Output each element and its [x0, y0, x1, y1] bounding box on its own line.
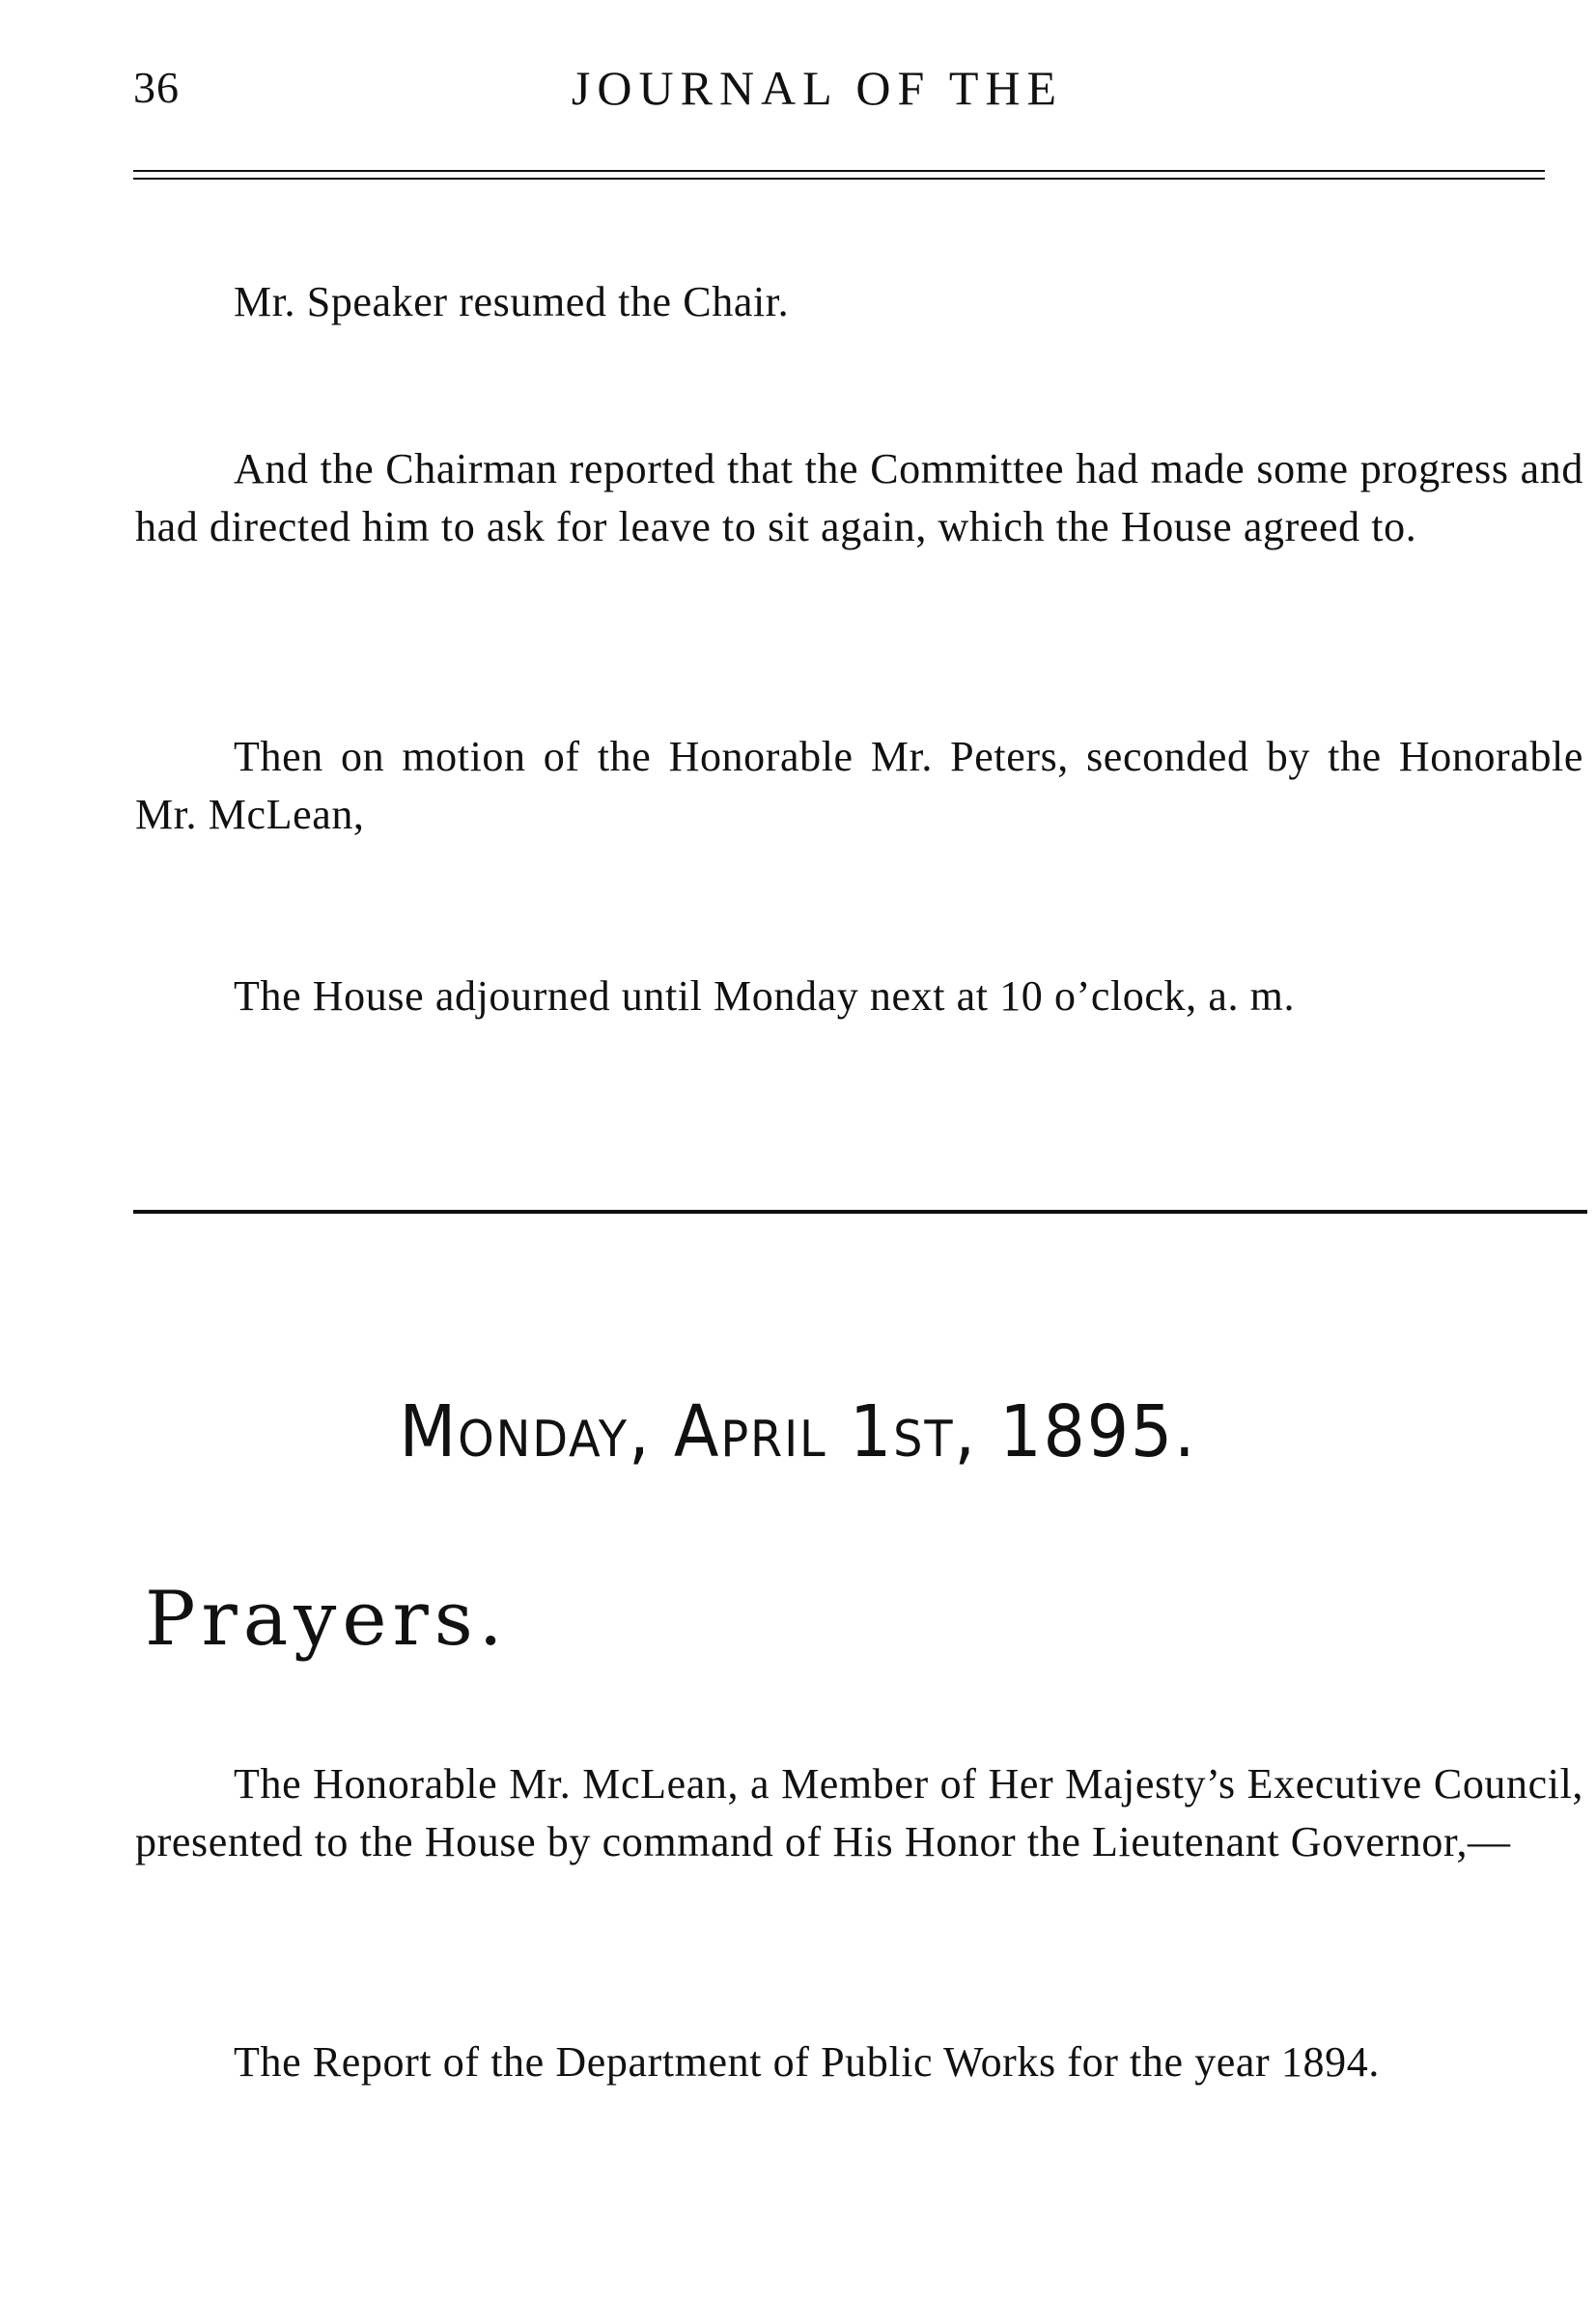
- page-number: 36: [133, 63, 180, 112]
- header-double-rule: [133, 170, 1545, 180]
- paragraph-chairman-report: And the Chairman reported that the Committee had made some progress and had directed him to ask for leave to sit again, which the House agreed to.: [135, 445, 1583, 550]
- date-heading: Monday, April 1st, 1895.: [399, 1390, 1197, 1473]
- paragraph-public-works-report: The Report of the Department of Public Works for the year 1894.: [234, 2038, 1380, 2086]
- prayers-heading: Prayers.: [145, 1576, 509, 1663]
- section-divider-rule: [133, 1210, 1587, 1214]
- running-head: JOURNAL OF THE: [571, 61, 1064, 115]
- paragraph-mclean-presented: The Honorable Mr. McLean, a Member of Her Majesty’s Executive Council, presented to the House by command of His Honor the Lieutenant Governor,—: [135, 1760, 1583, 1865]
- paragraph-motion: Then on motion of the Honorable Mr. Peters, seconded by the Honorable Mr. McLean,: [135, 733, 1583, 838]
- paragraph-speaker-resumed: Mr. Speaker resumed the Chair.: [234, 278, 790, 325]
- paragraph-adjourned: The House adjourned until Monday next at 10 o’clock, a. m.: [234, 972, 1296, 1020]
